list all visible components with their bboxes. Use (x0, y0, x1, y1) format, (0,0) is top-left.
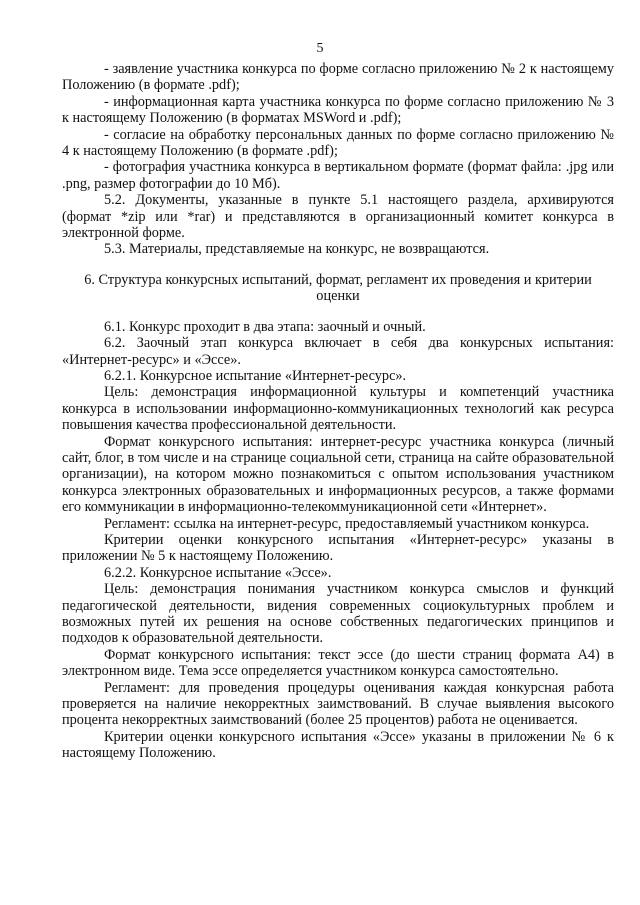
paragraph-essay-goal: Цель: демонстрация понимания участником конкурса смыслов и функций педагогической деятельности, видения современных социокультурных проблем и возможных путей их решения на основе собственных педагогических принципов и подходов к образовательной деятельности. (62, 581, 614, 647)
paragraph-internet-regulation: Регламент: ссылка на интернет-ресурс, предоставляемый участником конкурса. (104, 515, 590, 532)
paragraph-consent: - согласие на обработку персональных данных по форме согласно приложению № 4 к настоящему Положению (в формате .pdf); (62, 126, 614, 160)
paragraph-6-2-2: 6.2.2. Конкурсное испытание «Эссе». (104, 564, 332, 581)
paragraph-6-2: 6.2. Заочный этап конкурса включает в себя два конкурсных испытания: «Интернет-ресурс» и «Эссе». (62, 335, 614, 368)
paragraph-6-2-1: 6.2.1. Конкурсное испытание «Интернет-ресурс». (104, 367, 407, 384)
paragraph-essay-criteria: Критерии оценки конкурсного испытания «Эссе» указаны в приложении № 6 к настоящему Положению. (62, 728, 614, 762)
section-6-heading: 6. Структура конкурсных испытаний, формат, регламент их проведения и критерии оценки (84, 271, 592, 305)
paragraph-photo: - фотография участника конкурса в вертикальном формате (формат файла: .jpg или .png, размер фотографии до 10 Мб). (62, 159, 614, 192)
paragraph-info-card: - информационная карта участника конкурса по форме согласно приложению № 3 к настоящему Положению (в форматах MSWord и .pdf); (62, 93, 614, 127)
paragraph-application-form: - заявление участника конкурса по форме согласно приложению № 2 к настоящему Положению (в формате .pdf); (62, 61, 614, 94)
paragraph-internet-criteria: Критерии оценки конкурсного испытания «Интернет-ресурс» указаны в приложении № 5 к настоящему Положению. (62, 531, 614, 565)
paragraph-essay-format: Формат конкурсного испытания: текст эссе (до шести страниц формата А4) в электронном виде. Тема эссе определяется участником конкурса самостоятельно. (62, 646, 614, 680)
document-body (62, 61, 614, 762)
page-number: 5 (316, 41, 324, 56)
paragraph-internet-goal: Цель: демонстрация информационной культуры и компетенций участника конкурса в использовании информационно-коммуникационных технологий как ресурса повышения качества профессиональной деятельности. (62, 384, 614, 434)
paragraph-5-3: 5.3. Материалы, представляемые на конкурс, не возвращаются. (104, 241, 490, 258)
paragraph-internet-format: Формат конкурсного испытания: интернет-ресурс участника конкурса (личный сайт, блог, в том числе и на странице социальной сети, страница на сайте образовательной организации), на котором можно познакомиться с опытом использования участником конкурса электронных образовательных и информационных ресурсов, а также формами его коммуникации в информационно-телекоммуникационной сети «Интернет». (62, 433, 614, 516)
paragraph-6-1: 6.1. Конкурс проходит в два этапа: заочный и очный. (104, 318, 426, 335)
paragraph-5-2: 5.2. Документы, указанные в пункте 5.1 настоящего раздела, архивируются (формат *zip или *rar) и представляются в организационный комитет конкурса в электронной форме. (62, 192, 614, 242)
paragraph-essay-regulation: Регламент: для проведения процедуры оценивания каждая конкурсная работа проверяется на наличие некорректных заимствований. В случае выявления высокого процента некорректных заимствований (более 25 процентов) работа не оценивается. (62, 679, 614, 729)
